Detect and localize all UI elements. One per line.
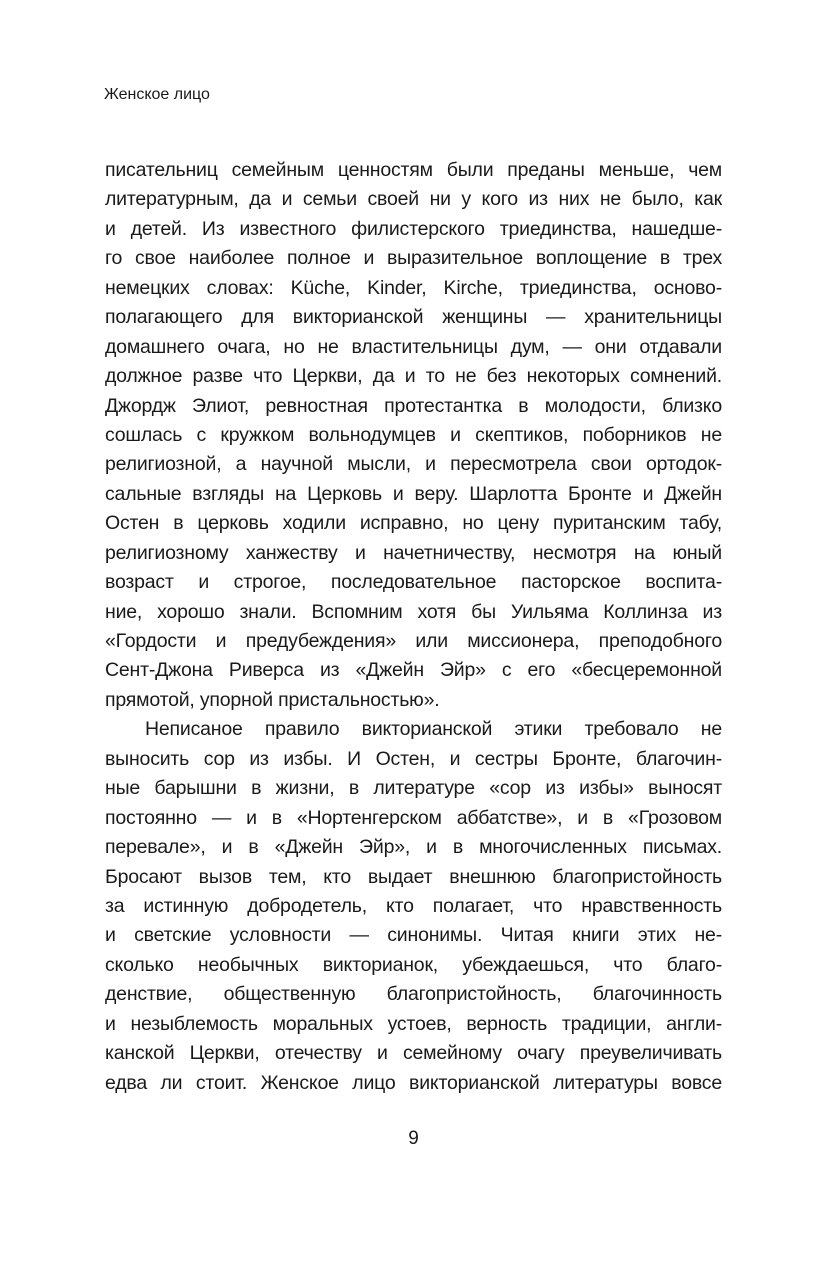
text-line: Неписаное правило викторианской этики требовало не: [145, 718, 722, 741]
text-line: ние, хорошо знали. Вспомним хотя бы Уильяма Коллинза из: [105, 600, 722, 623]
text-line: выносить сор из избы. И Остен, и сестры Бронте, благочин-: [105, 747, 722, 770]
text-line: за истинную добродетель, кто полагает, что нравственность: [105, 894, 722, 917]
text-line: сколько необычных викторианок, убеждаешься, что благо-: [105, 953, 722, 976]
text-line: сальные взгляды на Церковь и веру. Шарлотта Бронте и Джейн: [105, 482, 722, 505]
text-line: едва ли стоит. Женское лицо викторианской литературы вовсе: [105, 1071, 722, 1094]
text-line: перевале», и в «Джейн Эйр», и в многочисленных письмах.: [105, 836, 722, 859]
text-line: полагающего для викторианской женщины — хранительницы: [105, 306, 722, 329]
text-line: Джордж Элиот, ревностная протестантка в молодости, близко: [105, 394, 722, 417]
text-line: религиозной, а научной мысли, и пересмотрела свои ортодок-: [105, 453, 722, 476]
text-line: должное разве что Церкви, да и то не без некоторых сомнений.: [105, 365, 722, 388]
text-line: постоянно — и в «Нортенгерском аббатстве», и в «Грозовом: [105, 806, 722, 829]
text-line: денствие, общественную благопристойность, благочинность: [105, 983, 722, 1006]
text-line: ные барышни в жизни, в литературе «сор из избы» выносят: [105, 777, 722, 800]
text-line: Остен в церковь ходили исправно, но цену пуританским табу,: [105, 512, 722, 535]
text-line: Бросают вызов тем, кто выдает внешнюю благопристойность: [105, 865, 722, 888]
text-line: писательниц семейным ценностям были преданы меньше, чем: [105, 159, 722, 181]
text-line: сошлась с кружком вольнодумцев и скептиков, поборников не: [105, 423, 722, 446]
text-line: и светские условности — синонимы. Читая книги этих не-: [105, 924, 722, 947]
text-line: Сент-Джона Риверса из «Джейн Эйр» с его «бесцеремонной: [105, 659, 722, 682]
text-line: возраст и строгое, последовательное пасторское воспита-: [105, 571, 722, 594]
text-line: литературным, да и семьи своей ни у кого из них не было, как: [105, 188, 722, 211]
running-head: Женское лицо: [104, 86, 210, 103]
text-line: канской Церкви, отечеству и семейному очагу преувеличивать: [105, 1042, 722, 1065]
text-line: религиозному ханжеству и начетничеству, несмотря на юный: [105, 541, 722, 564]
text-line: домашнего очага, но не властительницы дум, — они отдавали: [105, 335, 722, 358]
page-number: 9: [408, 1128, 419, 1149]
text-line: прямотой, упорной пристальностью».: [105, 688, 440, 711]
body-text: [105, 156, 722, 1098]
text-line: и незыблемость моральных устоев, верность традиции, англи-: [105, 1012, 722, 1035]
text-line: и детей. Из известного филистерского триединства, нашедше-: [105, 217, 722, 240]
text-line: го свое наиболее полное и выразительное воплощение в трех: [105, 247, 722, 270]
text-line: «Гордости и предубеждения» или миссионера, преподобного: [105, 630, 722, 652]
text-line: немецких словах: Küche, Kinder, Kirche, триединства, осново-: [105, 276, 722, 299]
